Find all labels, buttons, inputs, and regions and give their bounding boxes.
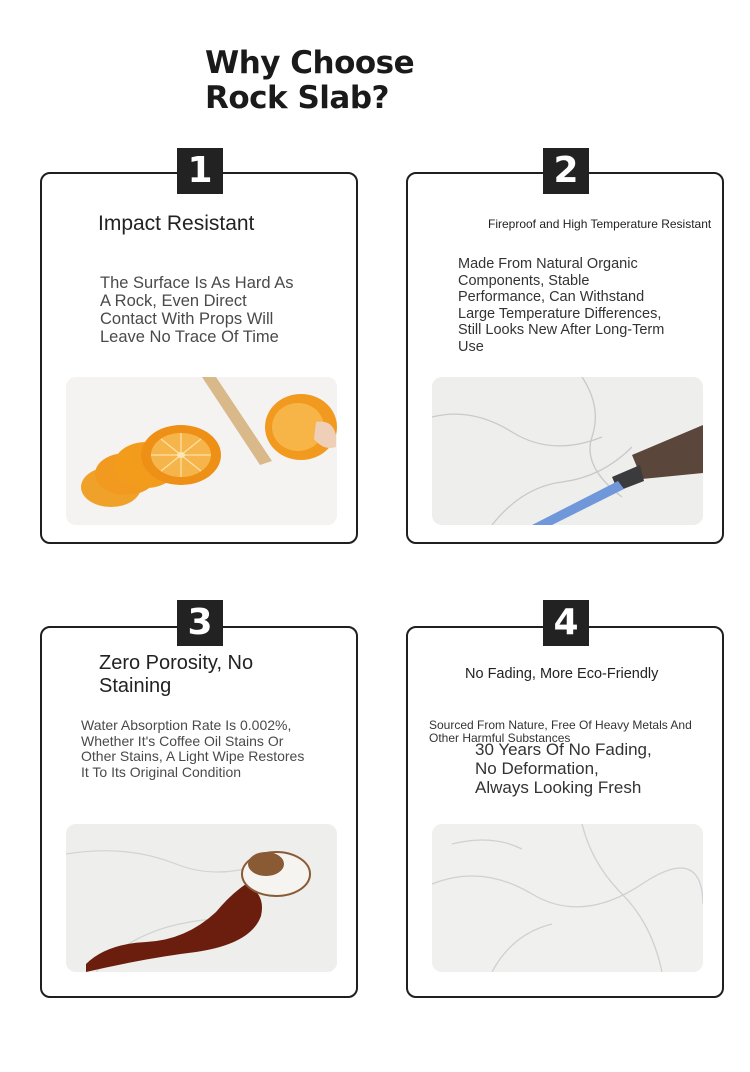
feature-description: The Surface Is As Hard As A Rock, Even Direct Contact With Props Will Leave No Trace Of Time: [100, 274, 294, 346]
feature-title: Impact Resistant: [98, 212, 255, 235]
feature-description: Made From Natural Organic Components, Stable Performance, Can Withstand Large Temperature Differences, Still Looks New After Long-Term Use: [458, 256, 665, 355]
feature-number-badge: 4: [543, 600, 589, 646]
feature-number-badge: 2: [543, 148, 589, 194]
orange-slices-photo: [66, 377, 337, 525]
page-title: Why Choose Rock Slab?: [205, 45, 415, 116]
feature-number-badge: 1: [177, 148, 223, 194]
coffee-spill-photo: [66, 824, 337, 972]
marble-texture-photo: [432, 824, 703, 972]
feature-description: Sourced From Nature, Free Of Heavy Metals And Other Harmful Substances: [429, 718, 692, 745]
blowtorch-photo: [432, 377, 703, 525]
feature-extra-note: 30 Years Of No Fading, No Deformation, Always Looking Fresh: [475, 740, 652, 797]
feature-title: Fireproof and High Temperature Resistant: [488, 217, 712, 231]
feature-title: Zero Porosity, No Staining: [99, 652, 254, 697]
feature-description: Water Absorption Rate Is 0.002%, Whether It's Coffee Oil Stains Or Other Stains, A Light Wipe Restores It To Its Original Condition: [81, 717, 305, 780]
feature-title: No Fading, More Eco-Friendly: [465, 666, 659, 682]
feature-number-badge: 3: [177, 600, 223, 646]
